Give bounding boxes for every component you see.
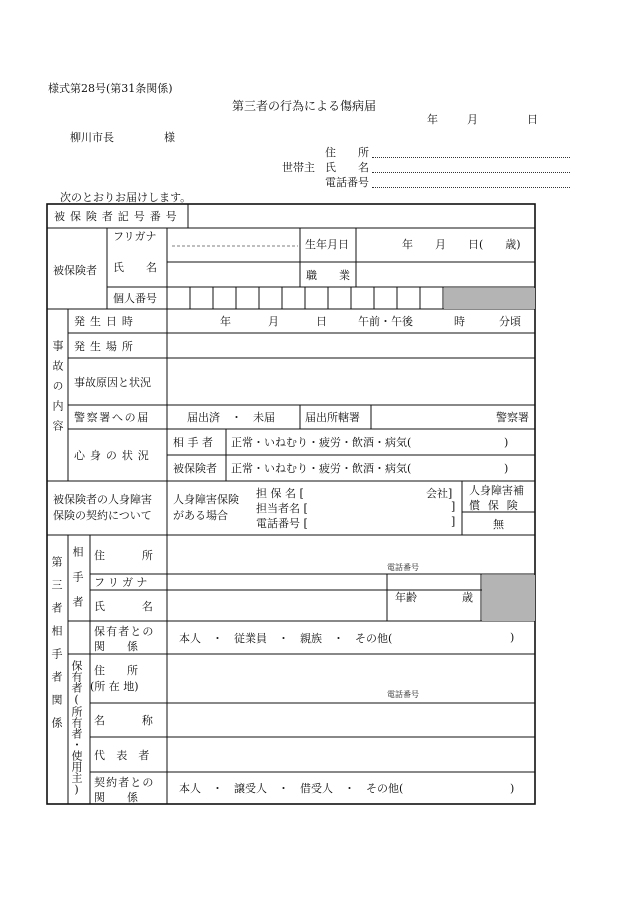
- party-age-suffix: 歳: [462, 591, 473, 604]
- party-age-label: 年齢: [395, 591, 417, 604]
- owner-label: 保有者(所有者・使用主): [70, 660, 83, 796]
- birthdate-format: 年 月 日( 歳): [402, 238, 521, 251]
- contract-relation-label-2: 関 係: [94, 791, 138, 804]
- third-party-section-label: 第三者相手者関係: [50, 556, 63, 740]
- condition-other-party-options: 正常・いねむり・疲労・飲酒・病気(: [231, 436, 412, 449]
- head-name-label: 氏 名: [325, 161, 369, 174]
- birthdate-label: 生年月日: [305, 238, 349, 251]
- police-suffix: 警察署: [496, 411, 529, 424]
- intro-text: 次のとおりお届けします。: [60, 191, 192, 204]
- addressee-honorific: 様: [164, 131, 175, 144]
- compensation-label-1: 人身障害補: [469, 484, 524, 497]
- relation-label-1: 保有者との: [94, 625, 155, 638]
- accident-hour: 時: [454, 315, 465, 328]
- head-address-label: 住 所: [325, 146, 369, 159]
- insurer-person-label: 担当者名 [: [256, 502, 308, 515]
- form-number: 様式第28号(第31条関係): [48, 82, 173, 95]
- compensation-label-2: 償 保 険: [469, 499, 520, 512]
- date-month: 月: [467, 113, 478, 126]
- head-phone-label: 電話番号: [325, 176, 369, 189]
- owner-address-label-2: (所 在 地): [90, 680, 139, 693]
- accident-minute: 分頃: [499, 315, 521, 328]
- furigana-label: フリガナ: [113, 230, 157, 243]
- insurer-company-suffix: 会社]: [426, 487, 453, 500]
- contract-relation-label-1: 契約者との: [94, 776, 155, 789]
- party-address-label: 住 所: [94, 548, 158, 562]
- police-options: 届出済 ・ 未届: [187, 411, 275, 424]
- owner-address-label-1: 住 所: [94, 664, 138, 677]
- condition-label: 心身の状況: [74, 449, 154, 462]
- accident-datetime-label: 発生日時: [74, 315, 138, 328]
- has-insurance-label-2: がある場合: [173, 509, 228, 522]
- insurer-phone-close: ]: [451, 515, 456, 528]
- insured-symbol-number-label: 被保険者記号番号: [54, 210, 182, 223]
- date-day: 日: [527, 113, 538, 126]
- my-number-shaded: [444, 288, 535, 309]
- accident-month: 月: [268, 315, 279, 328]
- party-phone-label: 電話番号: [387, 563, 419, 572]
- condition-other-party-label: 相 手 者: [173, 436, 213, 449]
- form-title: 第三者の行為による傷病届: [232, 99, 377, 113]
- police-jurisdiction-label: 届出所轄署: [305, 411, 360, 424]
- accident-day: 日: [316, 315, 327, 328]
- insurer-person-close: ]: [451, 500, 456, 513]
- addressee-city: 柳川市長: [70, 131, 114, 144]
- accident-cause-label: 事故原因と状況: [74, 375, 151, 389]
- contract-relation-options: 本人 ・ 譲受人 ・ 借受人 ・ その他(: [179, 782, 404, 795]
- other-party-label: 相手者: [71, 546, 84, 621]
- accident-ampm: 午前・午後: [358, 315, 413, 328]
- condition-insured-options: 正常・いねむり・疲労・飲酒・病気(: [231, 462, 412, 475]
- insurance-contract-label-2: 保険の契約について: [53, 509, 152, 522]
- household-head-label: 世帯主: [282, 161, 315, 174]
- owner-phone-label: 電話番号: [387, 690, 419, 699]
- insurer-phone-label: 電話番号 [: [256, 517, 308, 530]
- party-name-label: 氏 名: [94, 599, 158, 613]
- owner-company-label: 名 称: [94, 714, 158, 727]
- accident-section-label: 事故の内容: [51, 340, 64, 440]
- party-furigana-label: フリガナ: [94, 576, 151, 589]
- has-insurance-label-1: 人身障害保険: [173, 493, 239, 506]
- owner-representative-label: 代 表 者: [94, 748, 154, 762]
- accident-place-label: 発生場所: [74, 339, 138, 353]
- occupation-label: 職 業: [306, 268, 350, 282]
- date-year: 年: [427, 113, 438, 126]
- relation-label-2: 関 係: [94, 640, 138, 653]
- accident-year: 年: [220, 315, 231, 328]
- insured-section-label: 被保険者: [53, 264, 97, 277]
- relation-options: 本人 ・ 従業員 ・ 親族 ・ その他(: [179, 631, 393, 645]
- condition-insured-label: 被保険者: [173, 462, 217, 475]
- age-shaded: [482, 575, 535, 621]
- contract-relation-close: ): [510, 781, 515, 795]
- condition-other-party-close: ): [504, 435, 509, 449]
- condition-insured-close: ): [504, 461, 509, 475]
- relation-close: ): [510, 631, 515, 644]
- police-report-label: 警察署への届: [74, 411, 150, 424]
- compensation-none[interactable]: 無: [493, 517, 504, 531]
- my-number-label: 個人番号: [113, 292, 157, 305]
- insurance-contract-label-1: 被保険者の人身障害: [53, 493, 152, 506]
- insured-name-label: 氏 名: [113, 261, 157, 274]
- insurer-label: 担 保 名 [: [256, 487, 304, 500]
